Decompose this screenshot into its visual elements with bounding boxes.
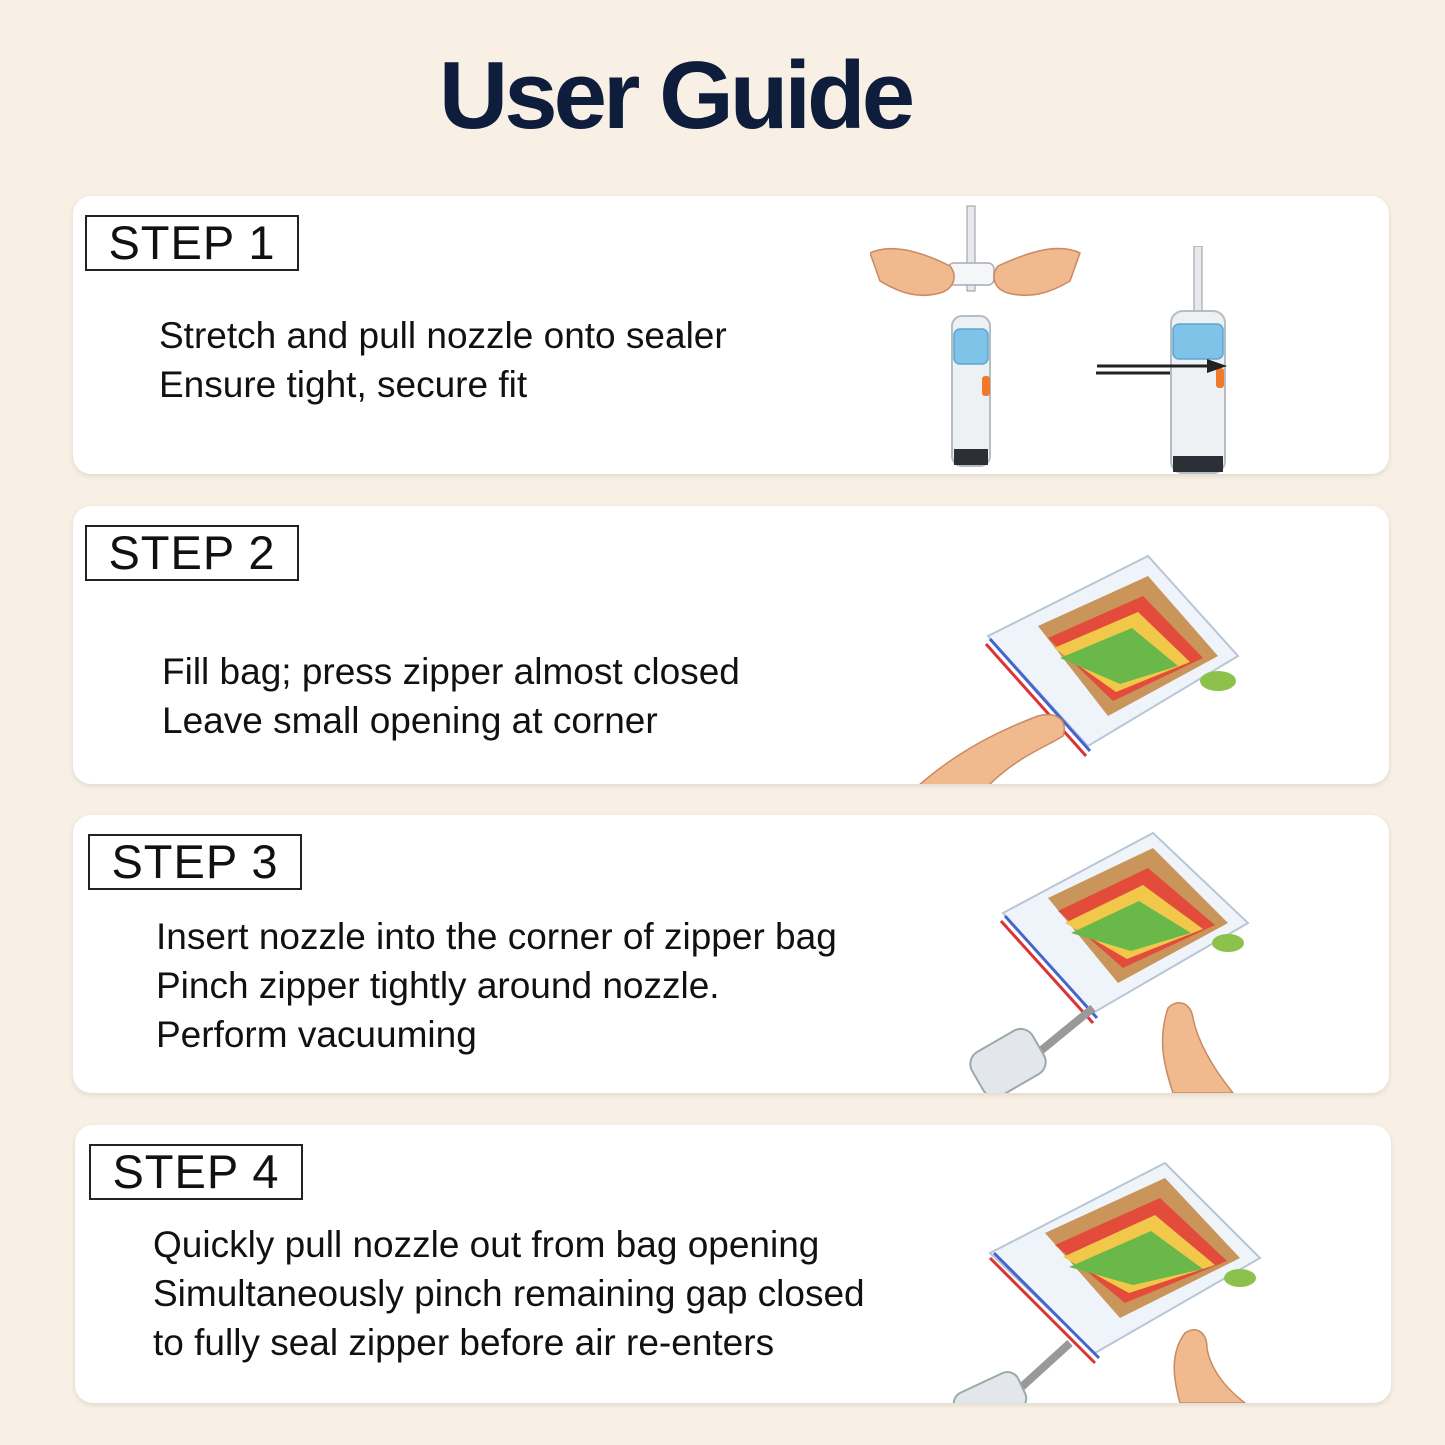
step-4-text	[153, 1220, 865, 1367]
page-title: User Guide	[438, 42, 912, 149]
step-1-card	[73, 196, 1389, 474]
step-3-line-3: Perform vacuuming	[156, 1014, 477, 1055]
step-3-line-1: Insert nozzle into the corner of zipper bag	[156, 916, 837, 957]
step-2-text	[162, 647, 740, 745]
step-4-label: STEP 4	[89, 1144, 303, 1200]
step-1-line-2: Ensure tight, secure fit	[159, 364, 528, 405]
step-2-line-1: Fill bag; press zipper almost closed	[162, 651, 740, 692]
step-3-card	[73, 815, 1389, 1093]
arrow-right-icon	[1093, 356, 1233, 376]
step-1-label: STEP 1	[85, 215, 299, 271]
step-4-line-1: Quickly pull nozzle out from bag opening	[153, 1224, 820, 1265]
step-4-line-2: Simultaneously pinch remaining gap closed	[153, 1273, 865, 1314]
step-3-label: STEP 3	[88, 834, 302, 890]
sandwich-bag-icon	[918, 546, 1248, 784]
step-1-line-1: Stretch and pull nozzle onto sealer	[159, 315, 727, 356]
step-3-line-2: Pinch zipper tightly around nozzle.	[156, 965, 720, 1006]
nozzle-attach-icon	[870, 201, 1200, 471]
vacuum-bag-icon	[943, 823, 1263, 1093]
step-4-card	[75, 1125, 1391, 1403]
step-2-card	[73, 506, 1389, 784]
step-2-label: STEP 2	[85, 525, 299, 581]
step-1-text	[159, 311, 727, 409]
step-3-text	[156, 912, 837, 1059]
step-2-line-2: Leave small opening at corner	[162, 700, 658, 741]
step-4-line-3: to fully seal zipper before air re-enters	[153, 1322, 775, 1363]
seal-bag-icon	[945, 1153, 1275, 1403]
